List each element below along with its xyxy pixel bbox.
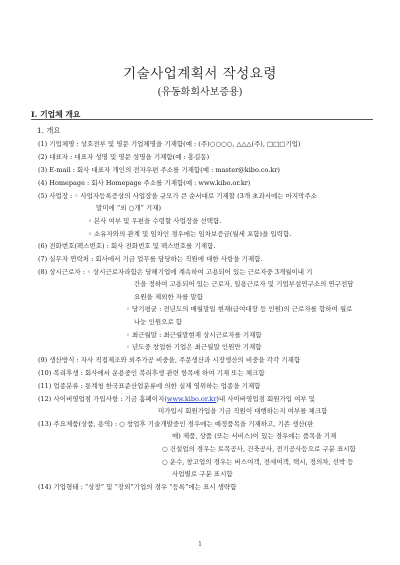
homepage-link[interactable]: www.kibo.or.kr <box>166 395 217 403</box>
item-line: (13) 주요제품(상품, 용역) : ○ 창업후 기술개발중인 경우에는 예정품목을 기재하고, 기존 생산(판 <box>38 420 314 428</box>
item-line: (11) 업종분류 : 통계청 한국표준산업분류에 의한 실제 영위하는 업종을 기재함 <box>38 382 261 390</box>
item-line: (2) 대표자 : 대표자 성명 및 영문 성명을 기재함(예 : 홍길동) <box>38 153 210 161</box>
item-line: (3) E-mail : 회사 대표자 개인의 전자우편 주소를 기재함(예 : master@kibo.co.kr) <box>38 166 280 174</box>
subsection-heading: 1. 개요 <box>37 126 61 135</box>
item-line: ◦ 년도중 창업한 기업은 최근월말 인원만 기재함 <box>126 343 262 351</box>
item-line: (6) 전화번호(팩스번호) : 회사 전화번호 및 팩스번호를 기재함. <box>38 242 216 250</box>
item-text: (12) 사이버영업점 가입사항 : 기금 홈페이지( <box>38 395 167 403</box>
item-line: ◦ 소유자와의 관계 및 임차인 경우에는 임차보증금(월세 포함)을 입력함. <box>88 230 292 238</box>
section-heading: Ⅰ. 기업체 개요 <box>31 110 81 119</box>
document-title: 기술사업계획서 작성요령 <box>123 66 277 82</box>
item-line: 매) 제품, 상품 (또는 서비스)이 있는 경우에는 품목을 기재 <box>172 432 337 440</box>
item-line: ◦ 본사 여부 및 우편을 수령할 사업장을 선택함. <box>88 217 222 225</box>
item-text: )내 사이버영업점 회원가입 여부 및 <box>216 395 316 403</box>
page-number: 1 <box>198 541 202 548</box>
item-line: 사업별로 구분 표시함 <box>172 470 233 478</box>
item-line: (7) 실무자 연락처 : 회사에서 기금 업무를 담당하는 직원에 대한 사항을 기재함. <box>38 255 263 263</box>
item-line: 나눈 인원으로 함 <box>134 318 183 326</box>
item-line: (1) 기업체명 : 상호전부 및 영문 기업체명을 기재함(예 : (주)○○○○, △△△(주), □□□기업) <box>38 140 301 148</box>
document-subtitle: (유동화회사보증용) <box>157 87 243 98</box>
item-line: ○ 운수, 창고업의 경우는 버스여객, 전세여객, 택시, 정의차, 선박 등 <box>162 458 354 466</box>
item-line: (4) Homepage : 회사 Homepage 주소를 기재함(예 : www.kibo.or.kr) <box>38 179 251 187</box>
item-line: (8) 상시근로자 : ◦ 상시근로자라함은 당해기업에 계속하여 고용되어 있는 근로자중 3개월이내 기 <box>38 268 313 276</box>
item-line: 미가입시 회원가입을 기금 직원이 대행하는지 여부를 체크함 <box>158 407 328 415</box>
item-line: (9) 생산방식 : 자사 직접제조와 외주가공 비중을, 주문생산과 시장생산의 비중을 각각 기재함 <box>38 356 301 364</box>
item-line: ◦ 최근월말 : 최근월말현재 상시근로자를 기재함 <box>126 331 262 339</box>
item-line: 요원을 제외한 자를 말함 <box>134 293 203 301</box>
item-line: 말미에 “외 ○개” 기재) <box>96 204 162 212</box>
item-line: 간을 정하여 고용되어 있는 근로자, 일용근로자 및 기업부설연구소의 연구전담 <box>134 280 354 288</box>
section-divider <box>31 119 373 120</box>
item-line: ◦ 당기평균 : 전년도의 매월말일 현재(급여대장 등 인원)의 근로자를 합하여 월로 <box>126 305 353 313</box>
item-line-with-link <box>38 395 315 403</box>
item-line: (10) 복리후생 : 회사에서 운용중인 복리후생 관련 항목에 하여 기재 또는 체크함 <box>38 369 265 377</box>
item-line: (5) 사업장 : ◦ 사업자등록증상의 사업장을 규모가 큰 순서대로 기재할 (3개 초과시에는 마지막주소 <box>38 192 318 200</box>
item-line: ○ 건설업의 경우는 토목공사, 건축공사, 전기공사등으로 구분 표시함 <box>162 445 356 453</box>
item-line: (14) 기업형태 : “상장” 및 “장외”기업의 경우 “등록”에는 표시 생략함 <box>38 483 237 491</box>
